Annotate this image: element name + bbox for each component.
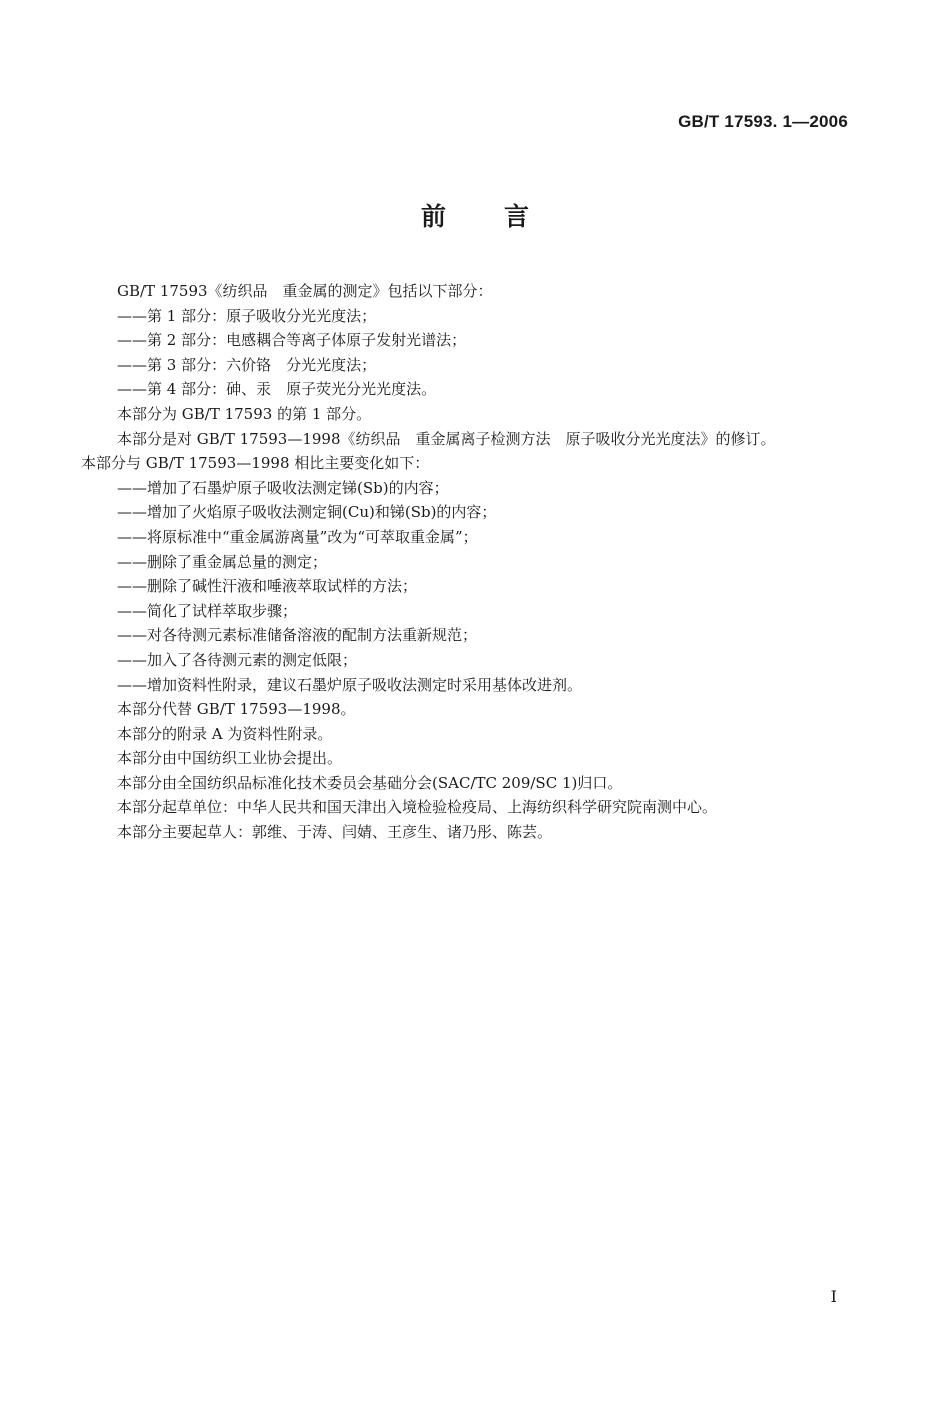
paragraph: 本部分主要起草人：郭维、于涛、闫婧、王彦生、诸乃彤、陈芸。 [117, 823, 553, 842]
paragraph: 本部分代替 GB/T 17593—1998。 [117, 700, 356, 719]
foreword-body [0, 279, 950, 845]
list-item: ——删除了重金属总量的测定； [117, 552, 328, 571]
list-item: ——第 1 部分：原子吸收分光光度法； [117, 306, 377, 325]
list-item: ——增加了火焰原子吸收法测定铜(Cu)和锑(Sb)的内容； [117, 503, 497, 522]
page-title: 前言 [420, 202, 587, 231]
list-item: ——删除了碱性汗液和唾液萃取试样的方法； [117, 577, 418, 596]
list-item: ——第 3 部分：六价铬 分光光度法； [117, 355, 377, 374]
paragraph: 本部分是对 GB/T 17593—1998《纺织品 重金属离子检测方法 原子吸收分光光度法》的修订。 [117, 429, 776, 448]
page-number: I [830, 1287, 837, 1306]
list-item: ——第 2 部分：电感耦合等离子体原子发射光谱法； [117, 331, 467, 350]
list-item: ——第 4 部分：砷、汞 原子荧光分光光度法。 [117, 380, 437, 399]
paragraph: 本部分由中国纺织工业协会提出。 [117, 749, 343, 768]
list-item: ——增加资料性附录，建议石墨炉原子吸收法测定时采用基体改进剂。 [117, 675, 583, 694]
paragraph: 本部分与 GB/T 17593—1998 相比主要变化如下： [81, 454, 430, 473]
paragraph: 本部分由全国纺织品标准化技术委员会基础分会(SAC/TC 209/SC 1)归口。 [117, 773, 623, 792]
paragraph: GB/T 17593《纺织品 重金属的测定》包括以下部分： [117, 282, 493, 300]
paragraph: 本部分的附录 A 为资料性附录。 [117, 724, 333, 743]
paragraph: 本部分起草单位：中华人民共和国天津出入境检验检疫局、上海纺织科学研究院南测中心。 [117, 798, 718, 817]
list-item: ——简化了试样萃取步骤； [117, 601, 298, 620]
list-item: ——将原标准中“重金属游离量”改为“可萃取重金属”； [117, 527, 478, 546]
list-item: ——增加了石墨炉原子吸收法测定锑(Sb)的内容； [117, 478, 449, 497]
list-item: ——对各待测元素标准储备溶液的配制方法重新规范； [117, 626, 478, 645]
list-item: ——加入了各待测元素的测定低限； [117, 650, 358, 669]
standard-number: GB/T 17593. 1—2006 [678, 112, 848, 131]
paragraph: 本部分为 GB/T 17593 的第 1 部分。 [117, 404, 372, 423]
